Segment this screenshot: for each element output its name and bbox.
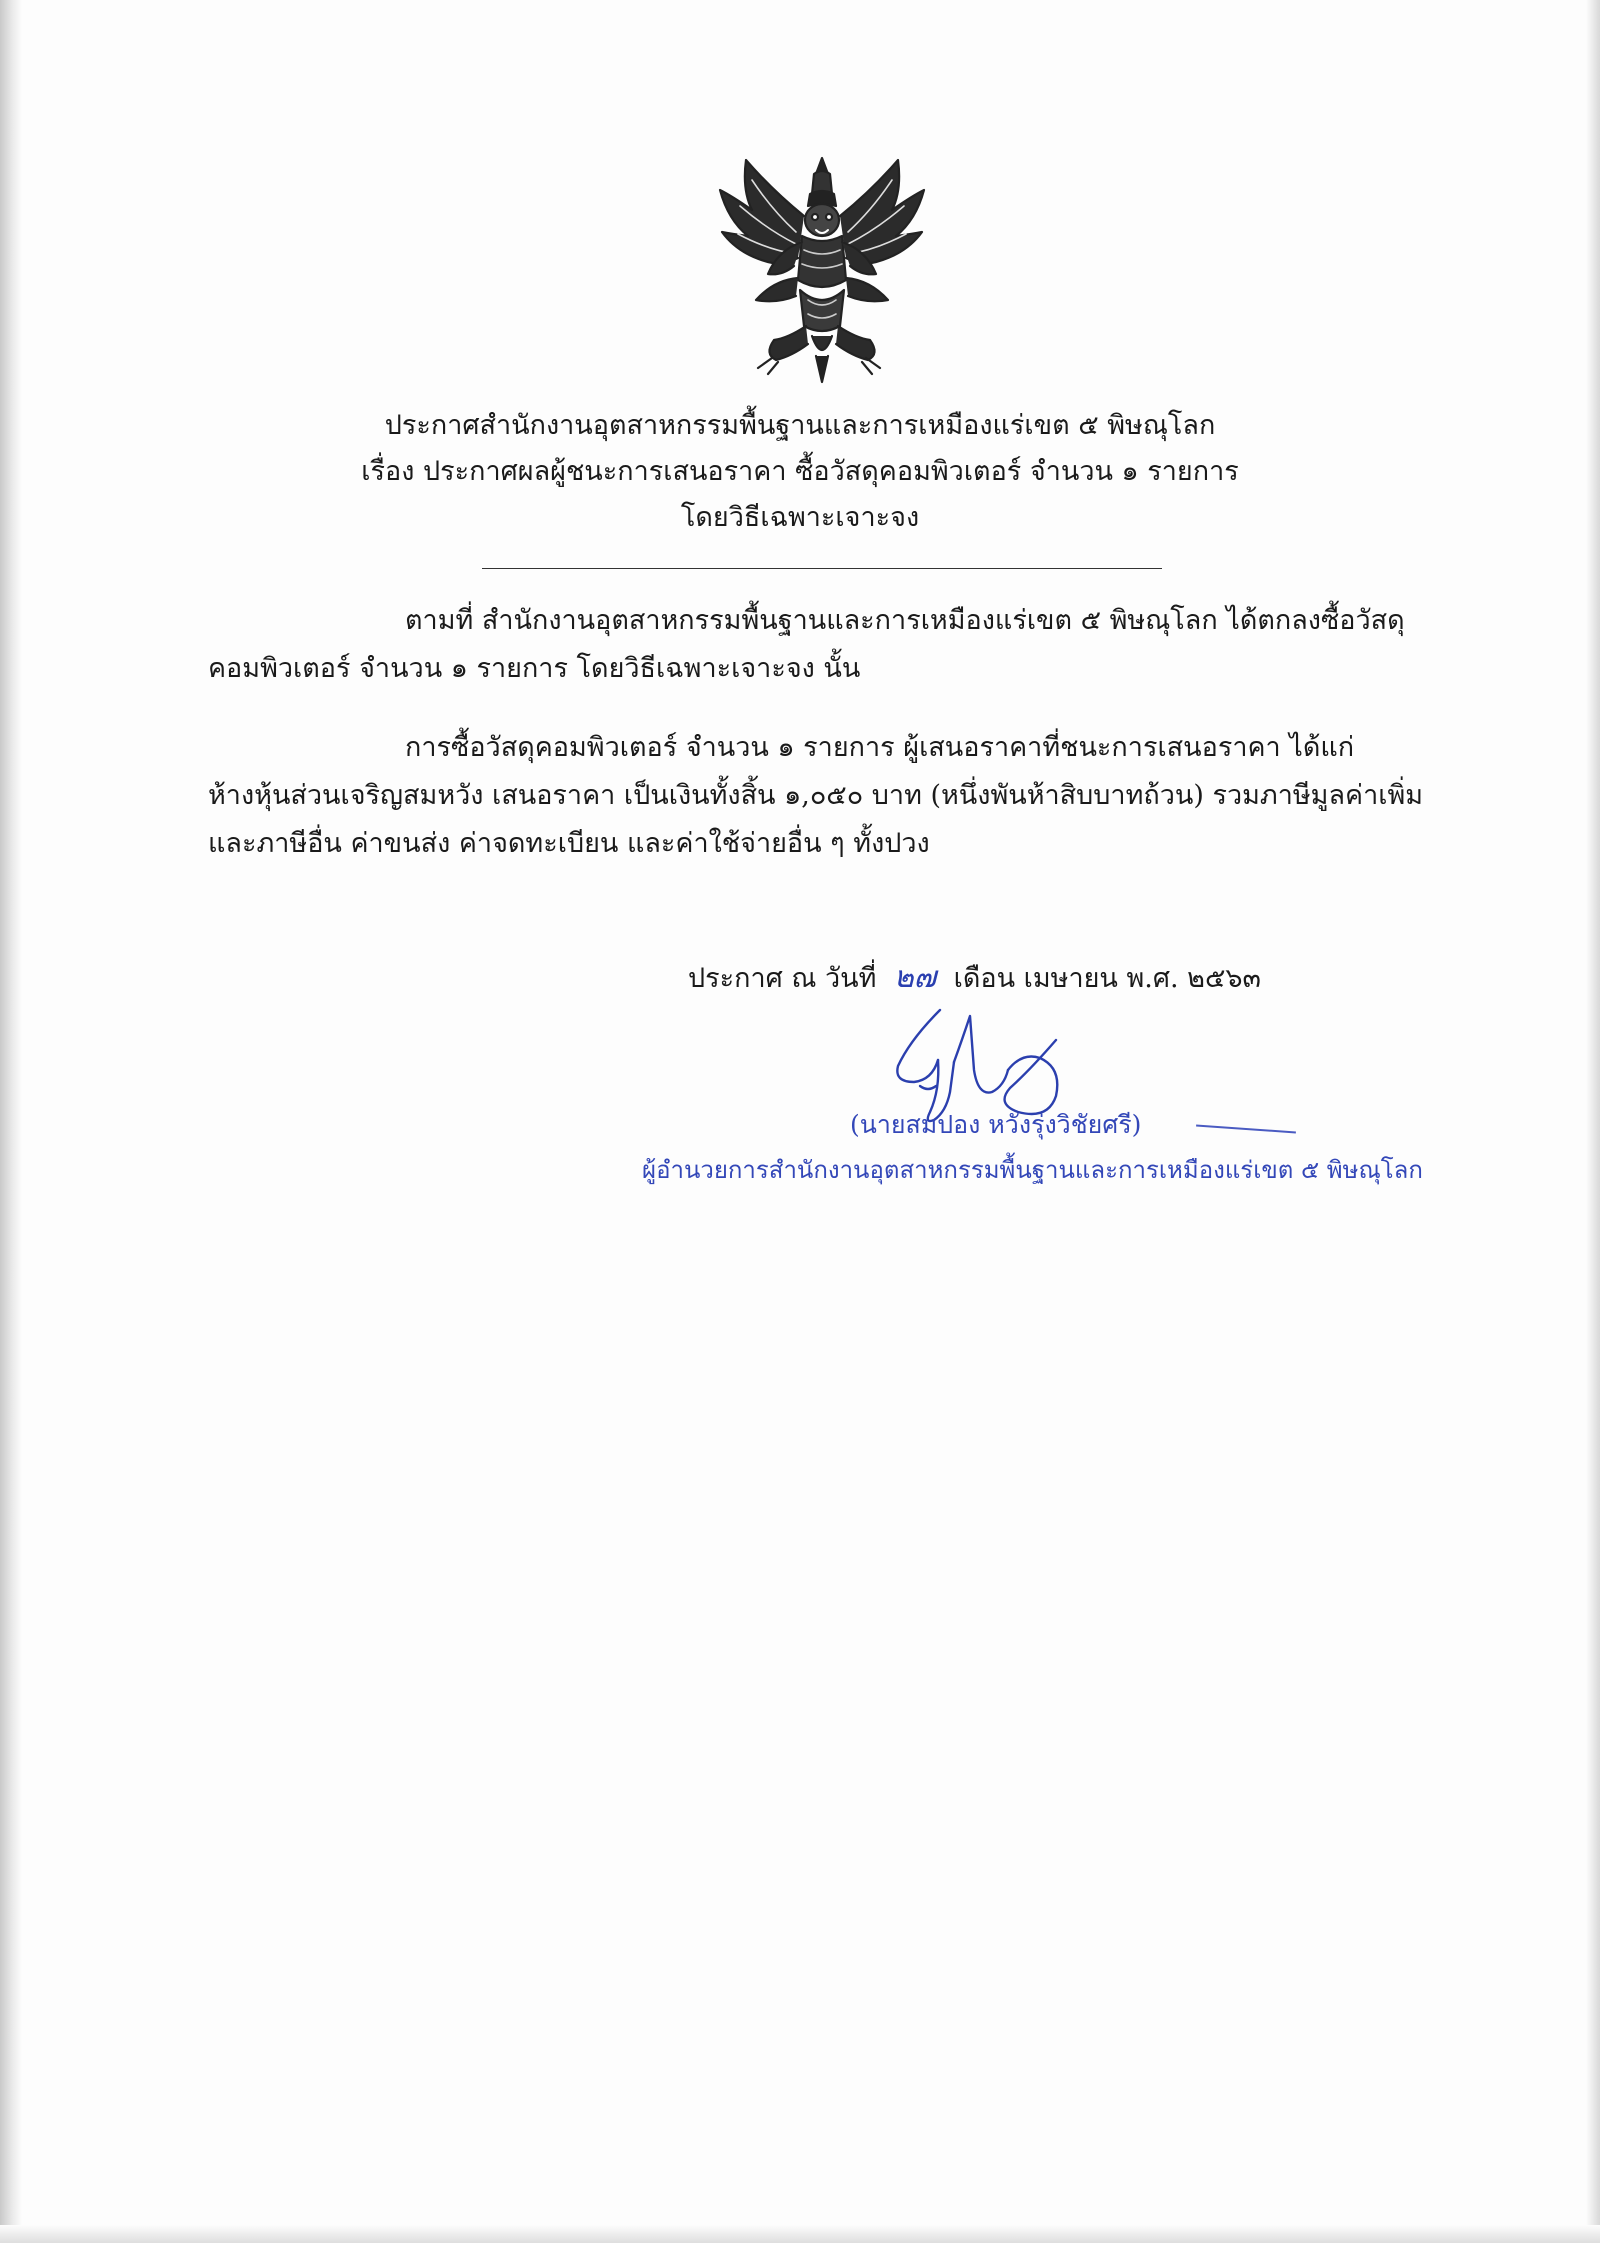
paragraph-2: [208, 724, 1424, 868]
date-prefix: ประกาศ ณ วันที่: [688, 963, 877, 994]
date-suffix: เดือน เมษายน พ.ศ. ๒๕๖๓: [953, 963, 1261, 994]
garuda-emblem-icon: [712, 150, 932, 390]
paragraph-1: [208, 597, 1408, 693]
heading-line-1: ประกาศสำนักงานอุตสาหกรรมพื้นฐานและการเหมืองแร่เขต ๕ พิษณุโลก: [384, 410, 1216, 441]
paragraph-2-line-3: และภาษีอื่น ค่าขนส่ง ค่าจดทะเบียน และค่าใช้จ่ายอื่น ๆ ทั้งปวง: [208, 828, 930, 859]
paragraph-2-line-2: ห้างหุ้นส่วนเจริญสมหวัง เสนอราคา เป็นเงินทั้งสิ้น ๑,๐๕๐ บาท (หนึ่งพันห้าสิบบาทถ้วน) รวมภาษีมูลค่าเพิ่ม: [208, 780, 1424, 811]
scan-edge-right: [1586, 0, 1600, 2243]
heading-line-3: โดยวิธีเฉพาะเจาะจง: [680, 502, 920, 533]
heading-line-2: เรื่อง ประกาศผลผู้ชนะการเสนอราคา ซื้อวัสดุคอมพิวเตอร์ จำนวน ๑ รายการ: [361, 456, 1239, 487]
announcement-date: [688, 954, 1261, 1003]
paragraph-1-line-1: ตามที่ สำนักงานอุตสาหกรรมพื้นฐานและการเหมืองแร่เขต ๕ พิษณุโลก ได้ตกลงซื้อวัสดุ: [405, 605, 1405, 636]
scan-edge-left: [0, 0, 22, 2243]
signature-dash-stroke: [1196, 1125, 1296, 1134]
heading-divider: [482, 568, 1162, 569]
scan-edge-bottom: [0, 2225, 1600, 2243]
signer-title: ผู้อำนวยการสำนักงานอุตสาหกรรมพื้นฐานและการเหมืองแร่เขต ๕ พิษณุโลก: [642, 1156, 1423, 1184]
signer-name: (นายสมปอง หวังรุ่งวิชัยศรี): [850, 1110, 1142, 1139]
paragraph-1-line-2: คอมพิวเตอร์ จำนวน ๑ รายการ โดยวิธีเฉพาะเจาะจง นั้น: [208, 653, 861, 684]
paragraph-2-line-1: การซื้อวัสดุคอมพิวเตอร์ จำนวน ๑ รายการ ผู้เสนอราคาที่ชนะการเสนอราคา ได้แก่: [405, 732, 1355, 763]
date-day-handwritten: ๒๗: [893, 960, 937, 995]
